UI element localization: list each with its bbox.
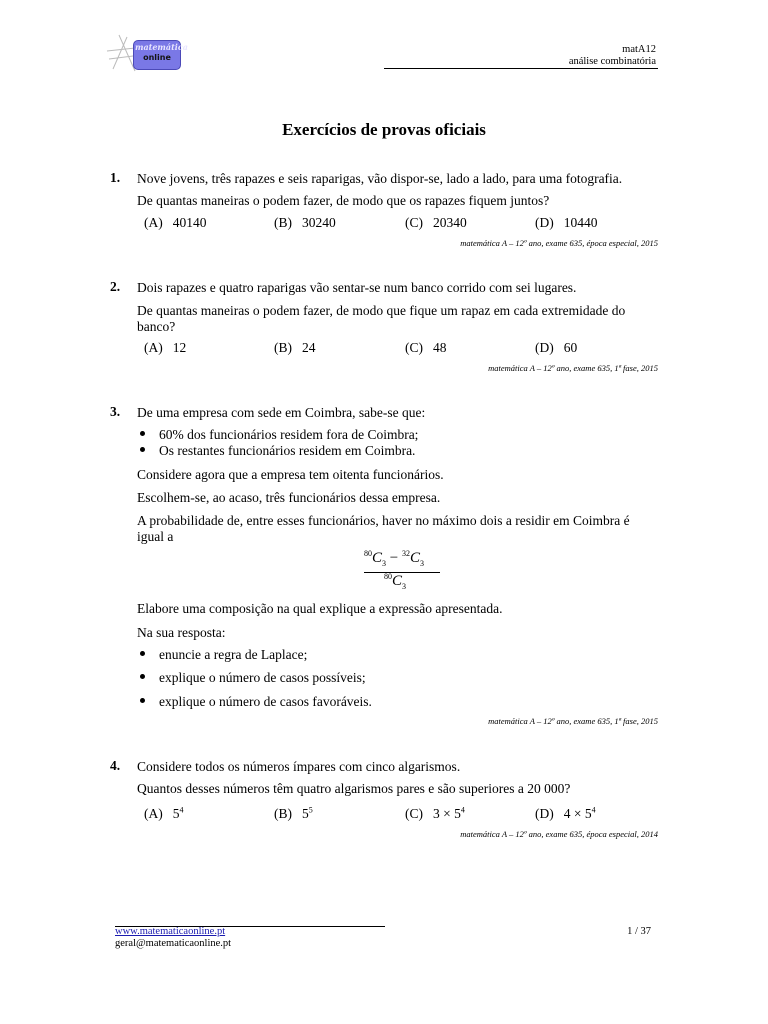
question-text-line: Nove jovens, três rapazes e seis raparigas, vão dispor-se, lado a lado, para uma fotografia. — [137, 171, 623, 186]
option-b: (B) 24 — [274, 340, 316, 355]
source-citation: matemática A – 12º ano, exame 635, época especial, 2014 — [460, 829, 658, 839]
question-number: 4. — [110, 758, 121, 773]
question-text-line: De quantas maneiras o podem fazer, de modo que os rapazes fiquem juntos? — [137, 193, 550, 208]
question-text-line: De quantas maneiras o podem fazer, de modo que fique um rapaz em cada extremidade do — [137, 303, 626, 318]
question-text-line: Elabore uma composição na qual explique a expressão apresentada. — [137, 601, 503, 616]
bullet-icon — [140, 674, 145, 679]
formula-denominator: $^{80}C_3$ — [384, 572, 407, 591]
question-number: 1. — [110, 170, 121, 185]
option-b: (B) $5^5$ — [274, 805, 313, 821]
option-b: (B) 30240 — [274, 215, 336, 230]
logo-text-top: matemática — [135, 42, 188, 52]
option-c: (C) $3 \times 5^4$ — [405, 805, 465, 821]
option-c: (C) 20340 — [405, 215, 467, 230]
question-text-line: De uma empresa com sede em Coimbra, sabe-se que: — [137, 405, 426, 420]
bullet-icon — [140, 447, 145, 452]
question-text-line: Escolhem-se, ao acaso, três funcionários dessa empresa. — [137, 490, 441, 505]
option-c: (C) 48 — [405, 340, 447, 355]
source-citation: matemática A – 12º ano, exame 635, época especial, 2015 — [460, 238, 658, 248]
footer-website-link[interactable]: www.matematicaonline.pt — [115, 926, 226, 937]
question-text-line: Dois rapazes e quatro raparigas vão sentar-se num banco corrido com sei lugares. — [137, 280, 577, 295]
option-a: (A) 40140 — [144, 215, 207, 230]
option-d: (D) 60 — [535, 340, 578, 355]
question-text-line: igual a — [137, 529, 174, 544]
option-d: (D) 10440 — [535, 215, 598, 230]
question-number: 3. — [110, 404, 121, 419]
page-title: Exercícios de provas oficiais — [282, 120, 486, 139]
site-logo — [105, 33, 188, 73]
source-citation: matemática A – 12º ano, exame 635, 1ª fase, 2015 — [488, 716, 658, 726]
header-rule — [384, 68, 658, 69]
question-text-line: A probabilidade de, entre esses funcionários, haver no máximo dois a residir em Coimbra é — [137, 513, 630, 528]
bullet-item: Os restantes funcionários residem em Coimbra. — [140, 443, 415, 459]
option-a: (A) 12 — [144, 340, 187, 355]
bullet-item: explique o número de casos possíveis; — [140, 670, 366, 686]
fraction-bar — [364, 572, 440, 573]
logo-text-bottom: online — [143, 53, 171, 62]
header-code: matA12 — [622, 44, 656, 55]
question-number: 2. — [110, 279, 121, 294]
header-topic: análise combinatória — [568, 56, 656, 67]
page-number: 1 / 37 — [627, 926, 651, 937]
source-citation: matemática A – 12º ano, exame 635, 1ª fase, 2015 — [488, 363, 658, 373]
bullet-item: explique o número de casos favoráveis. — [140, 694, 372, 710]
bullet-icon — [140, 698, 145, 703]
bullet-item: 60% dos funcionários residem fora de Coimbra; — [140, 427, 418, 443]
question-text-line: Na sua resposta: — [137, 625, 226, 640]
bullet-icon — [140, 431, 145, 436]
question-text-line: Considere agora que a empresa tem oitenta funcionários. — [137, 467, 444, 482]
bullet-item: enuncie a regra de Laplace; — [140, 647, 307, 663]
option-a: (A) $5^4$ — [144, 805, 184, 821]
footer-email: geral@matematicaonline.pt — [115, 938, 232, 949]
question-text-line: banco? — [137, 319, 176, 334]
option-d: (D) $4 \times 5^4$ — [535, 805, 596, 821]
bullet-icon — [140, 651, 145, 656]
formula-numerator: $^{80}C_3 - ^{32}C_3$ — [364, 549, 424, 568]
question-text-line: Quantos desses números têm quatro algarismos pares e são superiores a 20 000? — [137, 781, 571, 796]
question-text-line: Considere todos os números ímpares com cinco algarismos. — [137, 759, 461, 774]
